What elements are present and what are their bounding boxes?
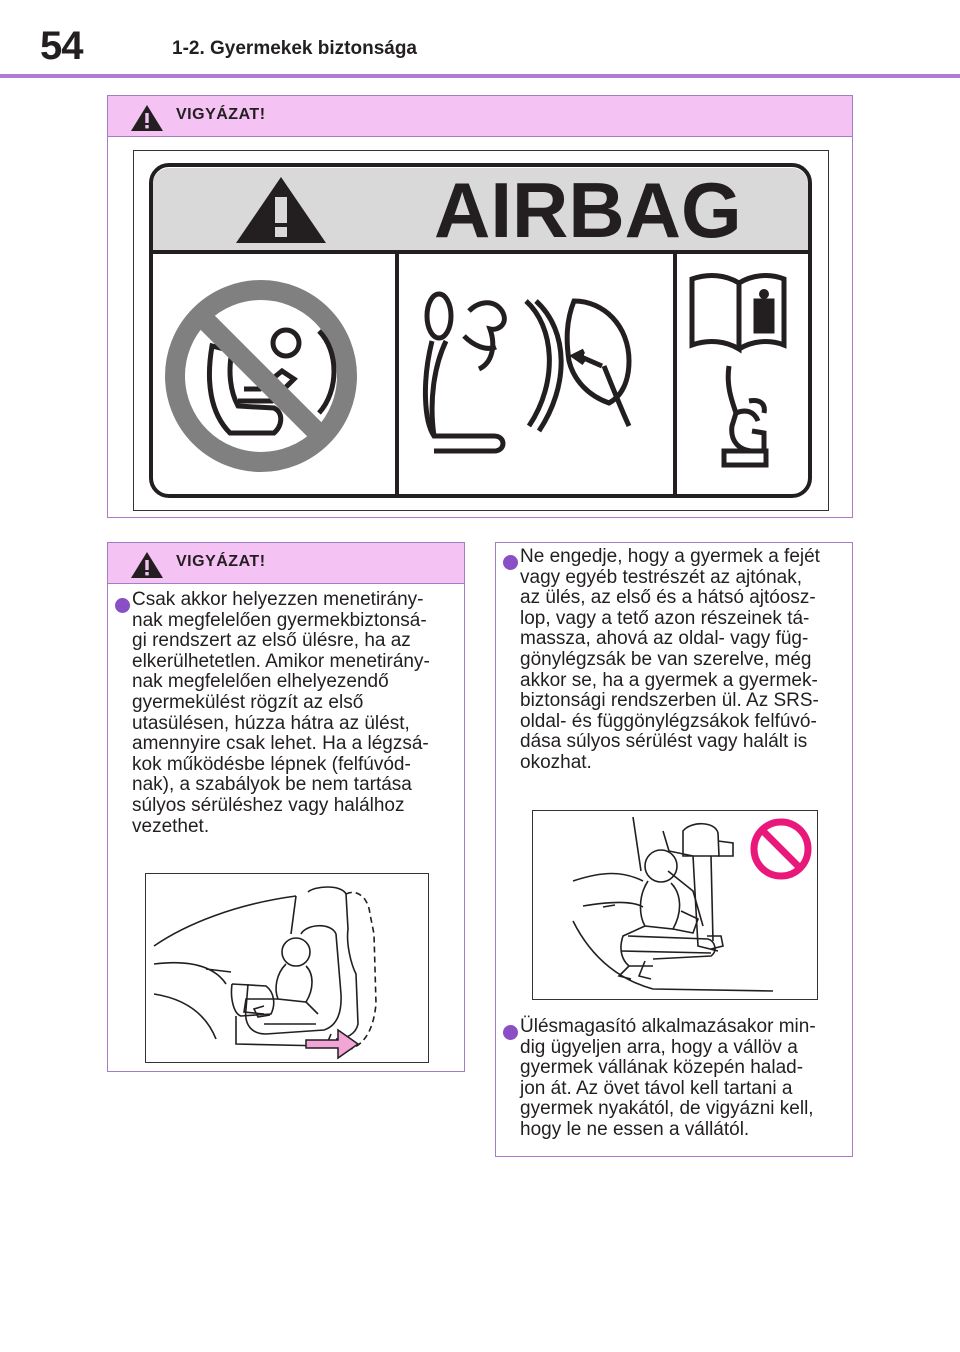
text-line: Ne engedje, hogy a gyermek a fejét xyxy=(520,546,820,567)
warning-triangle-icon xyxy=(130,551,164,579)
text-line: oldal- és függönylégzsákok felfúvó- xyxy=(520,710,817,732)
warning-text xyxy=(132,590,462,837)
text-line: dig ügyeljen arra, hogy a vállöv a xyxy=(520,1036,798,1058)
page-header xyxy=(0,0,960,78)
warning-header xyxy=(108,96,852,137)
text-line: gyermekülést rögzít az első xyxy=(132,691,364,713)
text-line: jon át. Az övet távol kell tartani a xyxy=(520,1077,793,1099)
warning-label: VIGYÁZAT! xyxy=(176,106,266,123)
warning-box-left xyxy=(107,542,465,1072)
section-title: 1-2. Gyermekek biztonsága xyxy=(172,38,417,59)
text-line: utasülésen, húzza hátra az ülést, xyxy=(132,712,410,734)
warning-triangle-icon xyxy=(130,104,164,132)
airbag-text: AIRBAG xyxy=(434,166,742,254)
text-line: gyermek vállának közepén halad- xyxy=(520,1057,804,1079)
booster-text xyxy=(520,1017,850,1141)
text-line: az ülés, az első és a hátsó ajtóosz- xyxy=(520,587,816,609)
text-line: okozhat. xyxy=(520,751,592,773)
text-line: kok működésbe lépnek (felfúvód- xyxy=(132,753,411,775)
warning-label: VIGYÁZAT! xyxy=(176,553,266,570)
text-line: vagy egyéb testrészét az ajtónak, xyxy=(520,566,802,588)
bullet-icon xyxy=(503,1025,518,1040)
airbag-warning-label-illustration xyxy=(134,151,828,510)
text-line: súlyos sérüléshez vagy halálhoz xyxy=(132,794,405,816)
bullet-icon xyxy=(503,555,518,570)
warning-header xyxy=(108,543,464,584)
warning-text xyxy=(520,547,850,774)
text-line: lop, vagy a tető azon részeinek tá- xyxy=(520,607,810,629)
header-rule xyxy=(0,74,960,78)
text-line: hogy le ne essen a vállától. xyxy=(520,1118,750,1140)
front-facing-seat-illustration xyxy=(146,874,428,1062)
text-line: nak megfelelően gyermekbiztonsá- xyxy=(132,609,427,631)
page-number: 54 xyxy=(40,24,83,68)
text-line: Ülésmagasító alkalmazásakor min- xyxy=(520,1016,816,1037)
warning-box-right xyxy=(495,542,853,1157)
text-line: elkerülhetetlen. Amikor menetirány- xyxy=(132,650,430,672)
text-line: nak megfelelően elhelyezendő xyxy=(132,671,389,693)
text-line: vezethet. xyxy=(132,815,210,837)
text-line: gi rendszert az első ülésre, ha az xyxy=(132,630,411,652)
prohibited-icon xyxy=(754,822,808,876)
airbag-label-figure xyxy=(133,150,829,511)
bullet-icon xyxy=(115,598,130,613)
text-line: gönylégzsák be van szerelve, még xyxy=(520,648,812,670)
child-leaning-on-door-illustration xyxy=(533,811,817,999)
text-line: amennyire csak lehet. Ha a légzsá- xyxy=(132,733,429,755)
warning-box-top xyxy=(107,95,853,518)
text-line: biztonsági rendszerben ül. Az SRS- xyxy=(520,690,819,712)
text-line: dása súlyos sérülést vagy halált is xyxy=(520,731,808,753)
text-line: Csak akkor helyezzen menetirány- xyxy=(132,589,424,610)
text-line: akkor se, ha a gyermek a gyermek- xyxy=(520,669,818,691)
child-head-on-door-figure xyxy=(532,810,818,1000)
car-seat-slide-figure xyxy=(145,873,429,1063)
text-line: gyermek nyakától, de vigyázni kell, xyxy=(520,1098,814,1120)
text-line: nak), a szabályok be nem tartása xyxy=(132,774,412,796)
text-line: massza, ahová az oldal- vagy füg- xyxy=(520,628,809,650)
